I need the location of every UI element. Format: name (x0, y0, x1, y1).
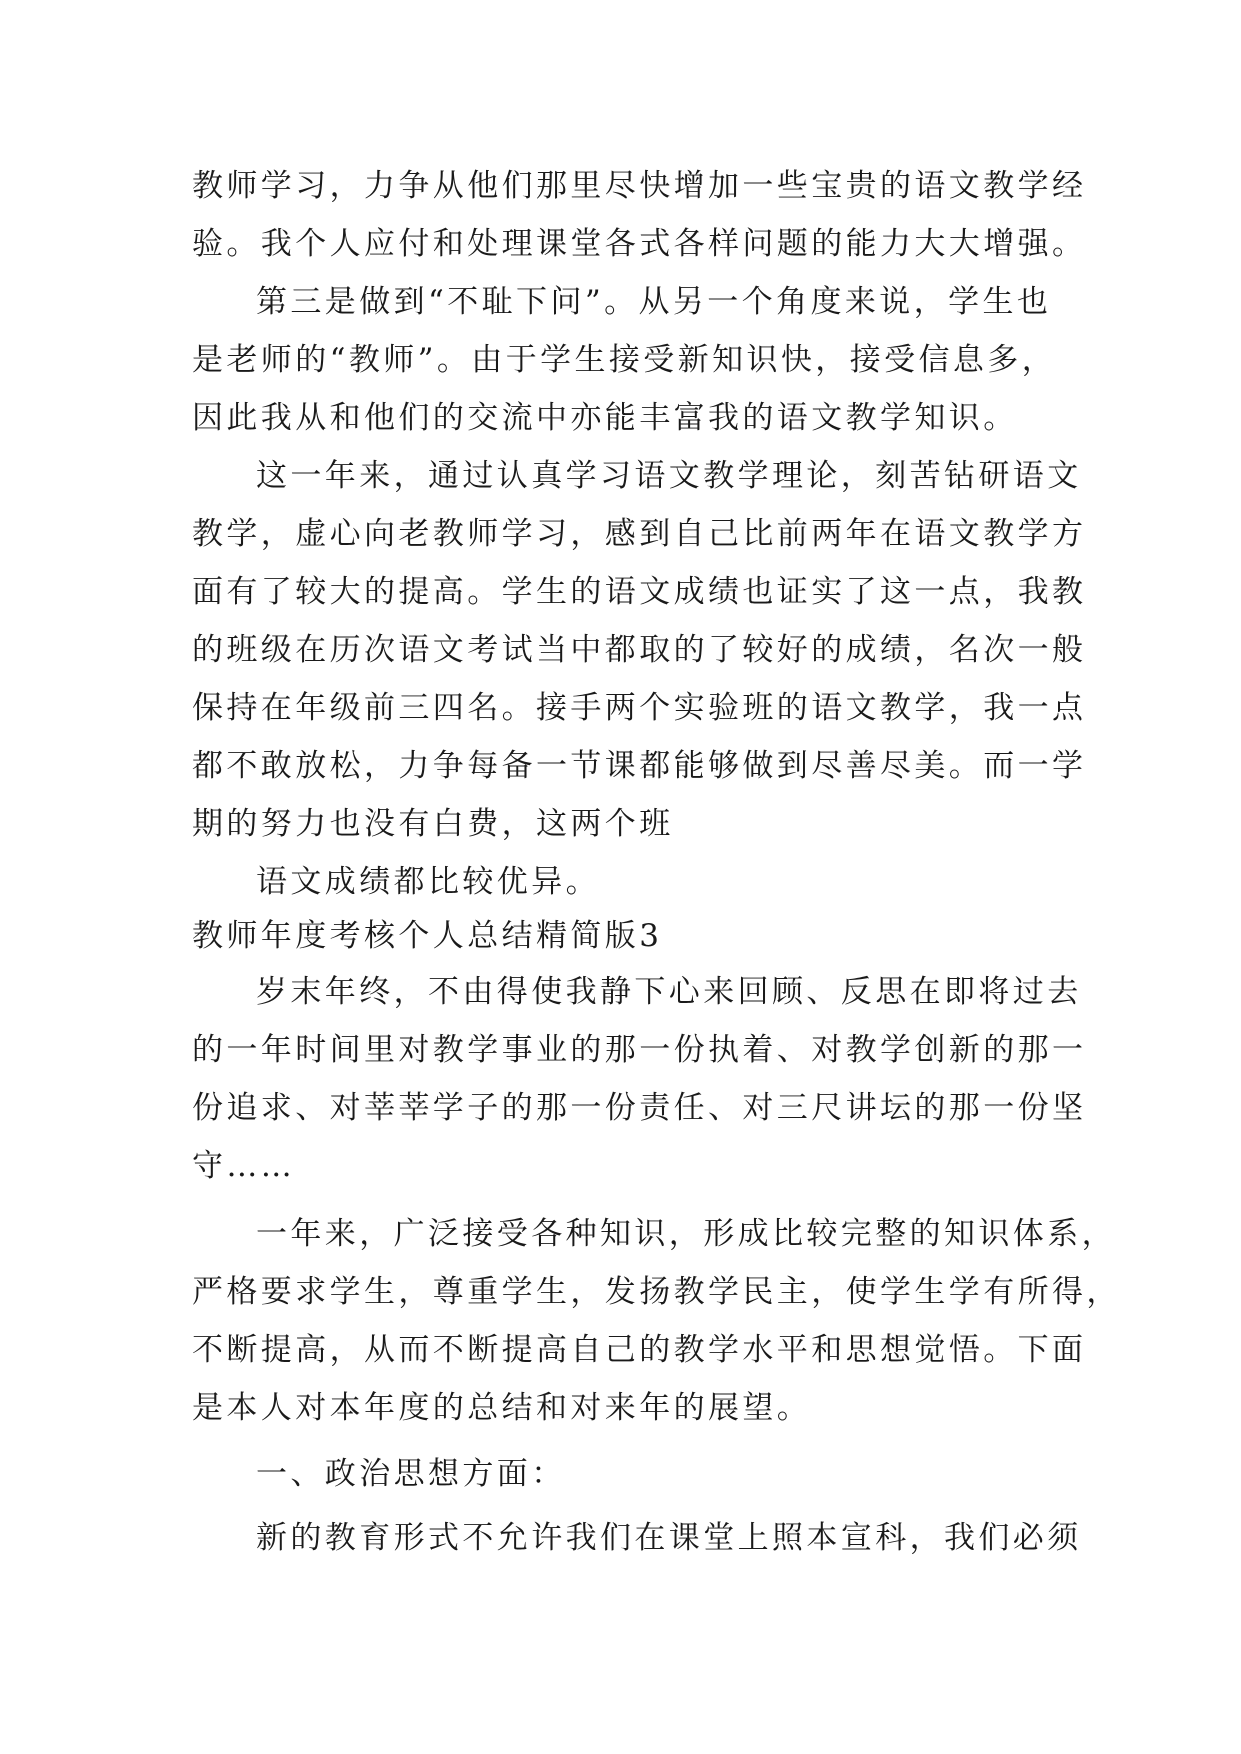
text-line: 是老师的“教师”。由于学生接受新知识快，接受信息多， (192, 342, 1057, 378)
text-line: 岁末年终，不由得使我静下心来回顾、反思在即将过去 (256, 974, 1082, 1010)
text-line: 一、政治思想方面： (256, 1456, 566, 1492)
text-line: 严格要求学生，尊重学生，发扬教学民主，使学生学有所得， (192, 1274, 1121, 1310)
text-line: 是本人对本年度的总结和对来年的展望。 (192, 1390, 812, 1426)
text-line: 的班级在历次语文考试当中都取的了较好的成绩，名次一般 (192, 632, 1087, 668)
text-line: 语文成绩都比较优异。 (256, 864, 600, 900)
text-line: 这一年来，通过认真学习语文教学理论，刻苦钻研语文 (256, 458, 1082, 494)
text-line: 期的努力也没有白费，这两个班 (192, 806, 674, 842)
text-line: 守…… (192, 1148, 296, 1184)
text-line: 验。我个人应付和处理课堂各式各样问题的能力大大增强。 (192, 226, 1087, 262)
text-line: 份追求、对莘莘学子的那一份责任、对三尺讲坛的那一份坚 (192, 1090, 1087, 1126)
text-line: 面有了较大的提高。学生的语文成绩也证实了这一点，我教 (192, 574, 1087, 610)
text-line: 都不敢放松，力争每备一节课都能够做到尽善尽美。而一学 (192, 748, 1087, 784)
text-line: 的一年时间里对教学事业的那一份执着、对教学创新的那一 (192, 1032, 1087, 1068)
text-line: 因此我从和他们的交流中亦能丰富我的语文教学知识。 (192, 400, 1018, 436)
text-line: 保持在年级前三四名。接手两个实验班的语文教学，我一点 (192, 690, 1087, 726)
text-line: 一年来，广泛接受各种知识，形成比较完整的知识体系， (256, 1216, 1116, 1252)
text-line: 教师学习，力争从他们那里尽快增加一些宝贵的语文教学经 (192, 168, 1087, 204)
text-line: 教学，虚心向老教师学习，感到自己比前两年在语文教学方 (192, 516, 1087, 552)
section-heading: 教师年度考核个人总结精简版3 (192, 918, 663, 954)
text-line: 不断提高，从而不断提高自己的教学水平和思想觉悟。下面 (192, 1332, 1087, 1368)
text-line: 新的教育形式不允许我们在课堂上照本宣科，我们必须 (256, 1520, 1082, 1556)
text-line: 第三是做到“不耻下问”。从另一个角度来说，学生也 (256, 284, 1052, 320)
